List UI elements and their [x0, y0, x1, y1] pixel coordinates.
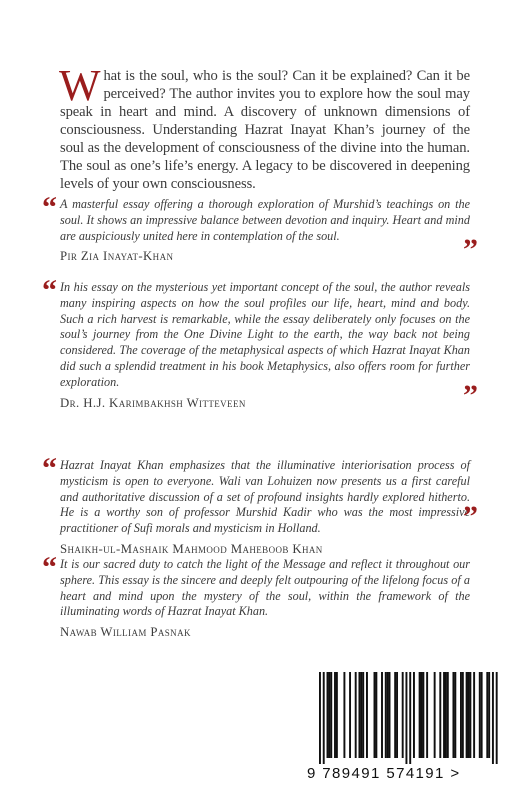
quote-text: A masterful essay offering a thorough exploration of Murshid’s teachings on the soul. It shows an impressive balance between devotion and inquiry. Heart and mind are auspiciously united here in contemplation of the soul.	[60, 197, 470, 243]
close-quote-icon: ”	[463, 233, 478, 266]
barcode-bar	[454, 672, 456, 758]
quiet-zone-mark: >	[450, 765, 461, 782]
intro-text: hat is the soul, who is the soul? Can it be explained? Can it be perceived? The author invites you to explore how the soul may speak in heart and mind. A discovery of unknown dimensions of consciousness. Understanding Hazrat Inayat Khan’s journey of the soul as the development of consciousness of the divine into the human. The soul as one’s life’s energy. A legacy to be discovered in deepening levels of your own consciousness.	[60, 68, 470, 192]
barcode-bar	[473, 672, 475, 758]
endorsement-quote	[42, 191, 478, 266]
barcode-bar	[462, 672, 464, 758]
barcode-bar	[421, 672, 423, 758]
barcode-bar	[387, 672, 389, 758]
barcode-bar	[426, 672, 428, 758]
barcode-bar	[402, 672, 404, 758]
barcode-bar	[492, 672, 494, 764]
endorsement-quote	[42, 551, 478, 640]
barcode-bar	[466, 672, 468, 758]
quote-text: It is our sacred duty to catch the light of the Message and reflect it throughout our sphere. This essay is the sincere and deeply felt outpouring of the lifelong focus of a heart and mind upon the mystery of the soul, within the framework of the illuminating words of Hazrat Inayat Khan.	[60, 557, 470, 619]
barcode-bar	[336, 672, 338, 758]
barcode-bar	[419, 672, 421, 758]
intro-paragraph	[59, 61, 470, 193]
barcode-bar	[496, 672, 498, 764]
barcode-bar	[334, 672, 336, 758]
quote-author: Dr. H.J. Karimbakhsh Witteveen	[60, 395, 246, 410]
barcode-bar	[328, 672, 330, 758]
barcode-bar	[409, 672, 411, 764]
barcode-bar	[375, 672, 377, 758]
endorsement-quote	[42, 274, 478, 412]
barcode-bar	[319, 672, 321, 764]
barcode-bar	[355, 672, 357, 758]
barcode-bar	[385, 672, 387, 758]
endorsement-quote	[42, 452, 478, 557]
barcode-bar	[330, 672, 332, 758]
barcode-bar	[374, 672, 376, 758]
close-quote-icon: ”	[463, 379, 478, 412]
barcode-bar	[443, 672, 445, 758]
barcode-bar	[360, 672, 362, 758]
barcode-bars	[301, 672, 511, 768]
isbn-digits: 9 789491 574191	[307, 765, 445, 782]
barcode-bar	[389, 672, 391, 758]
open-quote-icon: “	[42, 274, 57, 307]
barcode-bar	[343, 672, 345, 758]
barcode-bar	[366, 672, 368, 758]
barcode-bar	[445, 672, 447, 758]
isbn-number	[307, 765, 461, 782]
barcode-bar	[481, 672, 483, 758]
quote-author: Nawab William Pasnak	[60, 625, 191, 640]
open-quote-icon: “	[42, 452, 57, 485]
barcode-bar	[486, 672, 488, 758]
barcode-bar	[396, 672, 398, 758]
barcode-bar	[394, 672, 396, 758]
drop-cap: W	[59, 61, 101, 110]
barcode-bar	[439, 672, 441, 758]
barcode-bar	[362, 672, 364, 758]
barcode-bar	[422, 672, 424, 758]
barcode-bar	[460, 672, 462, 758]
barcode-bar	[349, 672, 351, 758]
barcode-bar	[468, 672, 470, 758]
open-quote-icon: “	[42, 551, 57, 584]
barcode-bar	[469, 672, 471, 758]
quote-text: In his essay on the mysterious yet important concept of the soul, the author reveals many inspiring aspects on how the soul profiles our life, heart, mind and body. Such a rich harvest is remarkable, while the essay deliberately only focuses on the soul’s journey from the One Divine Light to the earth, the way back not being considered. The coverage of the metaphysical aspects of which Hazrat Inayat Khan did such a splendid treatment in his book Metaphysics, also offers room for further exploration.	[60, 280, 470, 389]
open-quote-icon: “	[42, 191, 57, 224]
barcode-bar	[405, 672, 407, 764]
close-quote-icon: ”	[463, 500, 478, 533]
barcode-bar	[327, 672, 329, 758]
barcode-bar	[452, 672, 454, 758]
quote-text: Hazrat Inayat Khan emphasizes that the illuminative interiorisation process of mysticism is open to everyone. Wali van Lohuizen now presents us a first careful and authoritative discussion of a set of profound insights hardly explored hitherto. He is a worthy son of professor Murshid Kadir who was the most impressive practitioner of Sufi morals and mysticism in Holland.	[60, 458, 470, 536]
barcode-bar	[488, 672, 490, 758]
quote-author: Pir Zia Inayat-Khan	[60, 249, 174, 264]
isbn-barcode	[301, 672, 511, 788]
barcode-bar	[434, 672, 436, 758]
barcode-bar	[479, 672, 481, 758]
barcode-bar	[413, 672, 415, 758]
barcode-bar	[447, 672, 449, 758]
barcode-bar	[381, 672, 383, 758]
barcode-bar	[323, 672, 325, 764]
quote-author: Shaikh-ul-Mashaik Mahmood Maheboob Khan	[60, 541, 323, 556]
barcode-bar	[358, 672, 360, 758]
